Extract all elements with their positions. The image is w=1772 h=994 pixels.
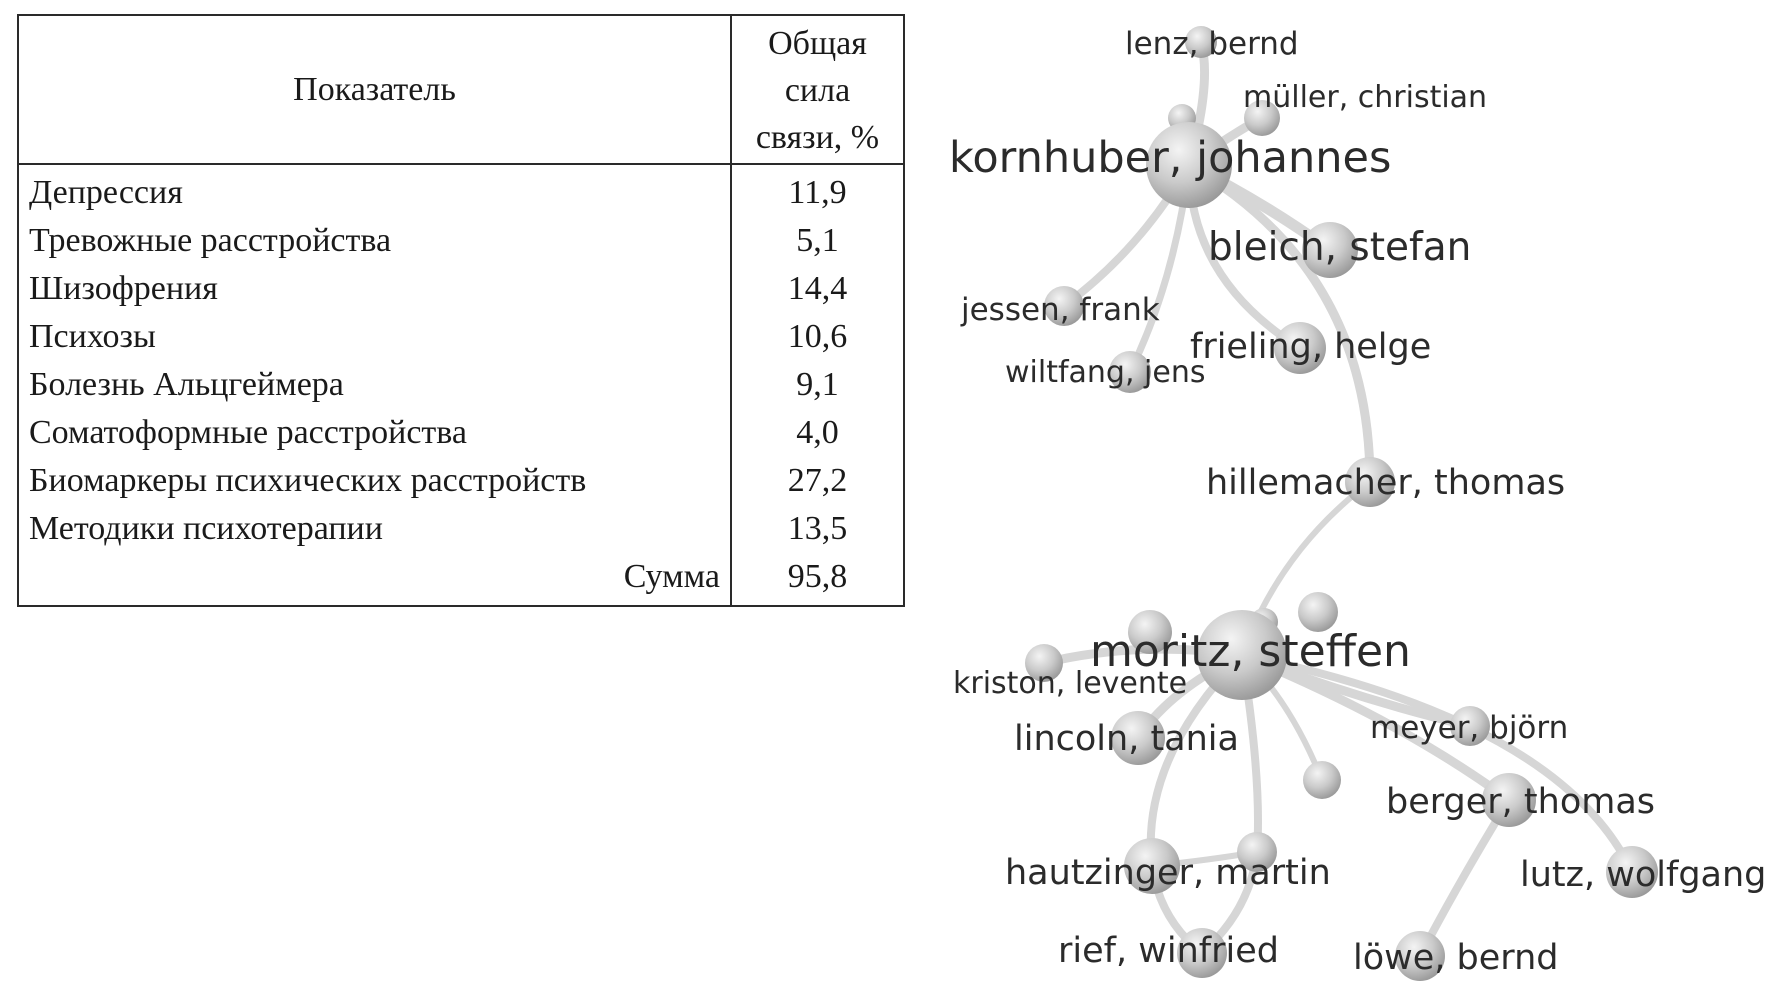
- row-label: Биомаркеры психических расстройств: [18, 457, 731, 505]
- row-label: Тревожные расстройства: [18, 217, 731, 265]
- row-label: Болезнь Альцгеймера: [18, 361, 731, 409]
- author-label-rief-winfried: rief, winfried: [1058, 931, 1279, 971]
- header-strength-line: связи, %: [755, 119, 880, 156]
- author-label-loewe-bernd: löwe, bernd: [1353, 938, 1559, 978]
- row-value: 9,1: [731, 361, 904, 409]
- author-label-kornhuber-johannes: kornhuber, johannes: [949, 133, 1392, 183]
- row-label: Соматоформные расстройства: [18, 409, 731, 457]
- total-value: 95,8: [731, 553, 904, 606]
- author-label-hautzinger-martin: hautzinger, martin: [1005, 853, 1331, 893]
- header-strength-line: Общая: [768, 25, 867, 62]
- author-label-wiltfang-jens: wiltfang, jens: [1005, 355, 1206, 390]
- author-label-lutz-wolfgang: lutz, wolfgang: [1520, 855, 1767, 895]
- row-label: Шизофрения: [18, 265, 731, 313]
- author-label-lincoln-tania: lincoln, tania: [1014, 719, 1239, 759]
- row-value: 10,6: [731, 313, 904, 361]
- author-label-moritz-steffen: moritz, steffen: [1090, 626, 1411, 677]
- author-label-meyer-bjoern: meyer, björn: [1370, 710, 1569, 746]
- author-label-jessen-frank: jessen, frank: [961, 292, 1160, 328]
- row-value: 14,4: [731, 265, 904, 313]
- row-label: Депрессия: [18, 164, 731, 217]
- row-label: Методики психотерапии: [18, 505, 731, 553]
- row-value: 27,2: [731, 457, 904, 505]
- network-labels: [949, 26, 1766, 978]
- total-label: Сумма: [18, 553, 731, 606]
- author-label-bleich-stefan: bleich, stefan: [1208, 225, 1472, 270]
- author-label-kriston-levente: kriston, levente: [953, 666, 1188, 701]
- unlabeled-node-d: [1303, 761, 1341, 799]
- row-value: 5,1: [731, 217, 904, 265]
- row-value: 13,5: [731, 505, 904, 553]
- header-strength-line: сила: [784, 72, 851, 109]
- author-label-hillemacher-thomas: hillemacher, thomas: [1206, 463, 1566, 503]
- network-edge: [1242, 655, 1632, 872]
- row-label: Психозы: [18, 313, 731, 361]
- author-label-berger-thomas: berger, thomas: [1386, 782, 1656, 822]
- author-label-frieling-helge: frieling, helge: [1190, 327, 1432, 367]
- header-indicator: Показатель: [18, 15, 731, 164]
- row-value: 11,9: [731, 164, 904, 217]
- author-label-mueller-christian: müller, christian: [1243, 80, 1488, 115]
- author-label-lenz-bernd: lenz, bernd: [1125, 26, 1299, 62]
- row-value: 4,0: [731, 409, 904, 457]
